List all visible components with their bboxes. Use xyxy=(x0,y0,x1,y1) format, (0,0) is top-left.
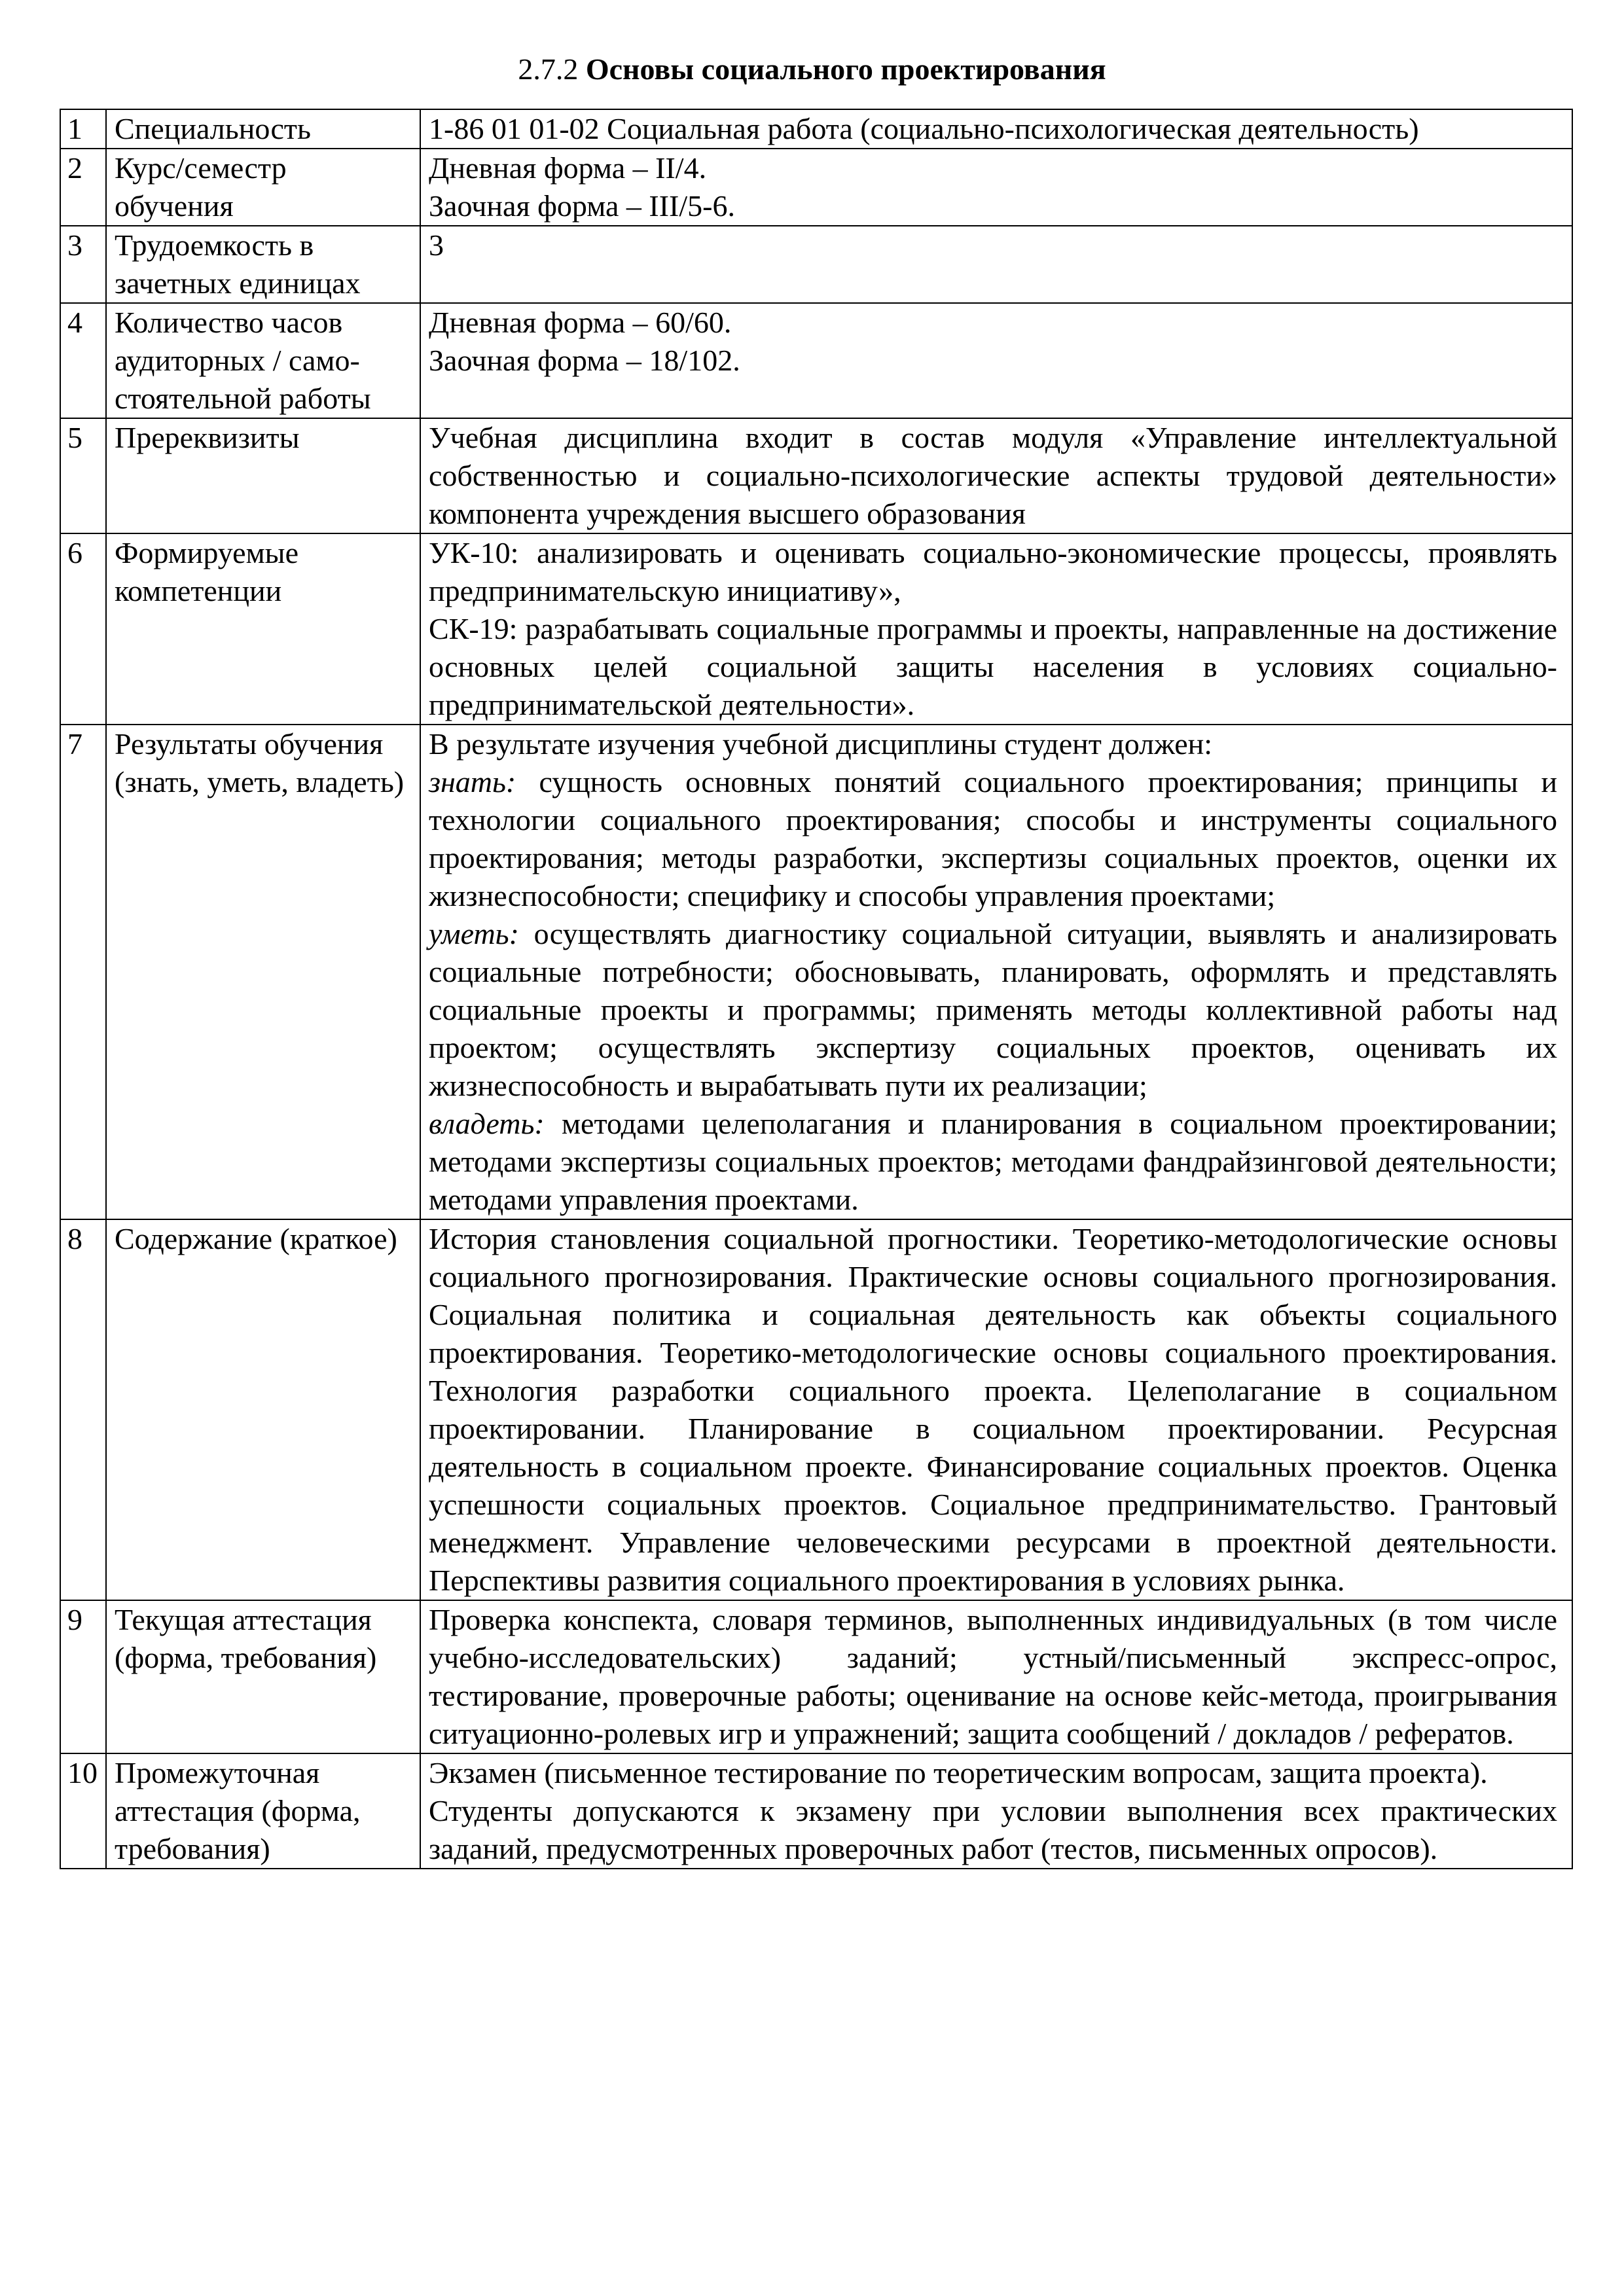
know-text: сущность основных понятий социального проектирования; принципы и технологии социального проектирования; способы и инструменты социального проектирования; методы разработки, экспертизы социальных проектов, оценки их жизнеспособности; специфику и способы управления проектами; xyxy=(429,765,1557,912)
row-number: 6 xyxy=(60,533,106,725)
row-label: Промежуточная аттестация (форма, требования) xyxy=(106,1753,420,1869)
section-name: Основы социального проектирования xyxy=(585,52,1106,86)
row-label: Трудоемкость в зачетных единицах xyxy=(106,226,420,303)
row-number: 10 xyxy=(60,1753,106,1869)
table-row xyxy=(60,1219,1572,1600)
content-line: История становления социальной прогностики. Теоретико-методологические основы социального прогнозирования. Практические основы социального прогнозирования. Социальная политика и социальная деятельность как объекты социального проектирования. Теоретико-методологические основы социального проектирования. Технология разработки социального проекта. Целеполагание в социальном проектировании. Планирование в социальном проектировании. Ресурсная деятельность в социальном проекте. Финансирование социальных проектов. Оценка успешности социальных проектов. Социальное предпринимательство. Грантовый менеджмент. Управление человеческими ресурсами в проектной деятельности. Перспективы развития социального проектирования в условиях рынка. xyxy=(429,1222,1557,1597)
row-label: Содержание (краткое) xyxy=(106,1219,420,1600)
own-label: владеть: xyxy=(429,1107,545,1140)
table-row xyxy=(60,1753,1572,1869)
row-label: Количество часов аудиторных / само-стоятельной работы xyxy=(106,303,420,418)
can-label: уметь: xyxy=(429,917,519,950)
row-number: 1 xyxy=(60,109,106,149)
own-text: методами целеполагания и планирования в социальном проектировании; методами экспертизы социальных проектов; методами фандрайзинговой деятельности; методами управления проектами. xyxy=(429,1107,1558,1216)
content-line: Дневная форма – II/4. xyxy=(429,151,707,185)
row-content xyxy=(420,226,1572,303)
row-number: 2 xyxy=(60,149,106,226)
row-content xyxy=(420,149,1572,226)
table-row xyxy=(60,149,1572,226)
row-content xyxy=(420,1753,1572,1869)
row-number: 3 xyxy=(60,226,106,303)
outcome-know xyxy=(429,763,1557,915)
content-line: Экзамен (письменное тестирование по теоретическим вопросам, защита проекта). xyxy=(429,1756,1488,1789)
table-row xyxy=(60,533,1572,725)
row-content xyxy=(420,725,1572,1219)
row-number: 5 xyxy=(60,418,106,533)
know-label: знать: xyxy=(429,765,516,798)
table-row xyxy=(60,1600,1572,1753)
content-line: Дневная форма – 60/60. xyxy=(429,306,732,339)
table-row xyxy=(60,226,1572,303)
content-line: СК-19: разрабатывать социальные программы и проекты, направленные на достижение основных целей социальной защиты населения в условиях социально-предпринимательской деятельности». xyxy=(429,612,1557,721)
table-row xyxy=(60,725,1572,1219)
row-number: 7 xyxy=(60,725,106,1219)
content-line: Проверка конспекта, словаря терминов, выполненных индивидуальных (в том числе учебно-исследовательских) заданий; устный/письменный экспресс-опрос, тестирование, проверочные работы; оценивание на основе кейс-метода, проигрывания ситуационно-ролевых игр и упражнений; защита сообщений / докладов / рефератов. xyxy=(429,1603,1557,1750)
row-content xyxy=(420,109,1572,149)
outcomes-intro: В результате изучения учебной дисциплины студент должен: xyxy=(429,727,1213,761)
row-label: Формируемые компетенции xyxy=(106,533,420,725)
row-label: Курс/семестр обучения xyxy=(106,149,420,226)
row-label: Текущая аттестация (форма, требования) xyxy=(106,1600,420,1753)
row-label: Пререквизиты xyxy=(106,418,420,533)
row-content xyxy=(420,1219,1572,1600)
row-number: 9 xyxy=(60,1600,106,1753)
row-label: Результаты обучения (знать, уметь, владеть) xyxy=(106,725,420,1219)
content-line: 1-86 01 01-02 Социальная работа (социально-психологическая деятельность) xyxy=(429,112,1419,145)
content-line: Учебная дисциплина входит в состав модуля «Управление интеллектуальной собственностью и социально-психологические аспекты трудовой деятельности» компонента учреждения высшего образования xyxy=(429,421,1557,530)
row-number: 4 xyxy=(60,303,106,418)
table-row xyxy=(60,109,1572,149)
row-content xyxy=(420,418,1572,533)
row-label: Специальность xyxy=(106,109,420,149)
course-table xyxy=(60,109,1573,1869)
content-line: Студенты допускаются к экзамену при условии выполнения всех практических заданий, предусмотренных проверочных работ (тестов, письменных опросов). xyxy=(429,1794,1557,1865)
content-line: Заочная форма – III/5-6. xyxy=(429,189,735,223)
content-line: УК-10: анализировать и оценивать социально-экономические процессы, проявлять предпринимательскую инициативу», xyxy=(429,536,1557,607)
row-content xyxy=(420,303,1572,418)
can-text: осуществлять диагностику социальной ситуации, выявлять и анализировать социальные потребности; обосновывать, планировать, оформлять и представлять социальные проекты и программы; применять методы коллективной работы над проектом; осуществлять экспертизу социальных проектов, оценивать их жизнеспособность и вырабатывать пути их реализации; xyxy=(429,917,1558,1102)
page-title xyxy=(0,51,1624,88)
content-line: 3 xyxy=(429,228,444,262)
row-content xyxy=(420,1600,1572,1753)
outcome-can xyxy=(429,915,1557,1105)
row-number: 8 xyxy=(60,1219,106,1600)
table-row xyxy=(60,418,1572,533)
row-content xyxy=(420,533,1572,725)
content-line: Заочная форма – 18/102. xyxy=(429,344,740,377)
outcome-own xyxy=(429,1105,1557,1219)
section-number: 2.7.2 xyxy=(518,52,579,86)
table-row xyxy=(60,303,1572,418)
